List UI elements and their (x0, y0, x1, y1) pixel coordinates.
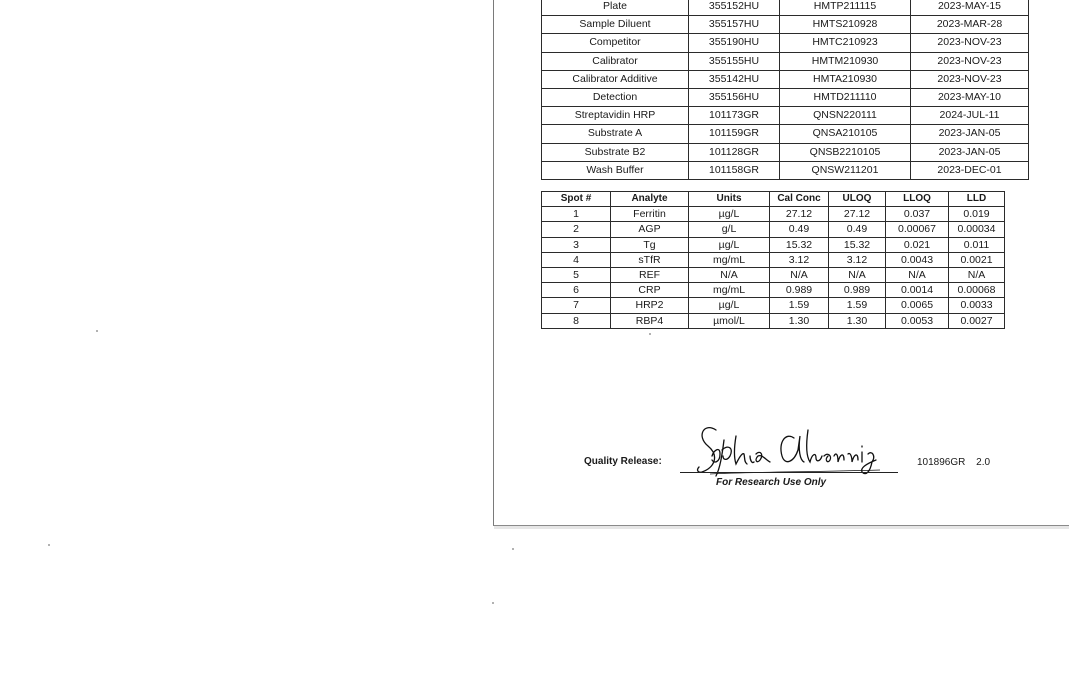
analyte-cell: 0.989 (829, 283, 886, 298)
reagent-name: Streptavidin HRP (542, 107, 689, 125)
signature-line (680, 472, 898, 473)
analyte-cell: 8 (542, 313, 611, 328)
analyte-cell: 1.30 (829, 313, 886, 328)
analyte-row (542, 298, 1005, 313)
analyte-column-header: ULOQ (829, 192, 886, 207)
scan-speck (48, 544, 50, 546)
analyte-cell: N/A (829, 267, 886, 282)
analyte-cell: 1.59 (829, 298, 886, 313)
analyte-cell: 0.037 (886, 207, 949, 222)
analyte-cell: 0.0027 (949, 313, 1005, 328)
analyte-cell: 15.32 (770, 237, 829, 252)
reagent-row (542, 34, 1029, 52)
scanned-document-page (493, 0, 1069, 526)
analyte-cell: mg/mL (689, 252, 770, 267)
analyte-cell: 7 (542, 298, 611, 313)
reagent-row (542, 0, 1029, 16)
reagent-name: Detection (542, 88, 689, 106)
analyte-cell: 0.0043 (886, 252, 949, 267)
analyte-cell: 0.00068 (949, 283, 1005, 298)
analyte-cell: 0.019 (949, 207, 1005, 222)
reagent-row (542, 88, 1029, 106)
reagent-name: Competitor (542, 34, 689, 52)
reagent-lot-number: HMTP211115 (780, 0, 911, 16)
reagent-name: Calibrator (542, 52, 689, 70)
reagent-part-number: 355157HU (689, 16, 780, 34)
analyte-cell: CRP (611, 283, 689, 298)
analyte-cell: Tg (611, 237, 689, 252)
analyte-cell: 0.49 (770, 222, 829, 237)
reagent-expiry: 2023-JAN-05 (911, 125, 1029, 143)
analyte-cell: 15.32 (829, 237, 886, 252)
analyte-cell: 0.00067 (886, 222, 949, 237)
reagent-name: Sample Diluent (542, 16, 689, 34)
analyte-cell: mg/mL (689, 283, 770, 298)
analyte-cell: µg/L (689, 207, 770, 222)
reagent-name: Substrate A (542, 125, 689, 143)
reagent-expiry: 2023-MAR-28 (911, 16, 1029, 34)
analyte-cell: HRP2 (611, 298, 689, 313)
analyte-spot-table (541, 191, 1005, 329)
reagent-part-number: 355156HU (689, 88, 780, 106)
reagent-expiry: 2023-DEC-01 (911, 161, 1029, 179)
analyte-cell: 3.12 (829, 252, 886, 267)
reagent-row (542, 70, 1029, 88)
reagent-part-number: 355152HU (689, 0, 780, 16)
reagent-expiry: 2023-NOV-23 (911, 34, 1029, 52)
reagent-lot-number: HMTM210930 (780, 52, 911, 70)
analyte-cell: 27.12 (770, 207, 829, 222)
reagent-row (542, 52, 1029, 70)
reagent-name: Calibrator Additive (542, 70, 689, 88)
scan-speck (512, 548, 514, 550)
analyte-cell: 0.0021 (949, 252, 1005, 267)
analyte-cell: sTfR (611, 252, 689, 267)
analyte-cell: 4 (542, 252, 611, 267)
quality-release-label: Quality Release: (584, 456, 662, 467)
analyte-row (542, 313, 1005, 328)
analyte-column-header: LLOQ (886, 192, 949, 207)
analyte-cell: N/A (949, 267, 1005, 282)
reagent-part-number: 101158GR (689, 161, 780, 179)
analyte-cell: 0.0033 (949, 298, 1005, 313)
reagent-name: Substrate B2 (542, 143, 689, 161)
analyte-cell: 3.12 (770, 252, 829, 267)
reagent-lot-table (541, 0, 1029, 180)
reagent-part-number: 101159GR (689, 125, 780, 143)
document-number (917, 457, 990, 468)
research-use-only-notice: For Research Use Only (716, 477, 827, 488)
analyte-cell: 0.0065 (886, 298, 949, 313)
analyte-row (542, 283, 1005, 298)
analyte-cell: 1.59 (770, 298, 829, 313)
reagent-lot-number: HMTD211110 (780, 88, 911, 106)
analyte-row (542, 252, 1005, 267)
reagent-lot-number: QNSN220111 (780, 107, 911, 125)
analyte-cell: 27.12 (829, 207, 886, 222)
reagent-expiry: 2023-JAN-05 (911, 143, 1029, 161)
analyte-column-header: Analyte (611, 192, 689, 207)
reagent-lot-number: QNSB2210105 (780, 143, 911, 161)
reagent-expiry: 2023-MAY-15 (911, 0, 1029, 16)
analyte-column-header: LLD (949, 192, 1005, 207)
reagent-lot-number: HMTC210923 (780, 34, 911, 52)
reagent-row (542, 107, 1029, 125)
analyte-cell: N/A (886, 267, 949, 282)
scan-speck (649, 333, 651, 335)
handwritten-signature (690, 416, 900, 478)
doc-number-value: 101896GR (917, 457, 966, 468)
reagent-part-number: 101173GR (689, 107, 780, 125)
analyte-column-header: Cal Conc (770, 192, 829, 207)
doc-revision: 2.0 (976, 457, 991, 468)
analyte-cell: Ferritin (611, 207, 689, 222)
reagent-expiry: 2024-JUL-11 (911, 107, 1029, 125)
reagent-lot-number: QNSA210105 (780, 125, 911, 143)
reagent-part-number: 355142HU (689, 70, 780, 88)
analyte-cell: 0.49 (829, 222, 886, 237)
reagent-lot-number: QNSW211201 (780, 161, 911, 179)
reagent-name: Wash Buffer (542, 161, 689, 179)
analyte-cell: REF (611, 267, 689, 282)
analyte-cell: 6 (542, 283, 611, 298)
analyte-cell: 0.0014 (886, 283, 949, 298)
analyte-cell: 1.30 (770, 313, 829, 328)
reagent-name: Plate (542, 0, 689, 16)
reagent-row (542, 161, 1029, 179)
scan-speck (96, 330, 98, 332)
analyte-cell: 0.021 (886, 237, 949, 252)
reagent-row (542, 16, 1029, 34)
reagent-part-number: 355190HU (689, 34, 780, 52)
analyte-row (542, 222, 1005, 237)
analyte-cell: µmol/L (689, 313, 770, 328)
analyte-cell: 3 (542, 237, 611, 252)
analyte-cell: N/A (770, 267, 829, 282)
reagent-part-number: 355155HU (689, 52, 780, 70)
analyte-cell: 1 (542, 207, 611, 222)
analyte-row (542, 267, 1005, 282)
reagent-expiry: 2023-NOV-23 (911, 52, 1029, 70)
scan-speck (492, 602, 494, 604)
reagent-part-number: 101128GR (689, 143, 780, 161)
analyte-cell: 0.00034 (949, 222, 1005, 237)
reagent-lot-number: HMTS210928 (780, 16, 911, 34)
reagent-lot-number: HMTA210930 (780, 70, 911, 88)
reagent-expiry: 2023-NOV-23 (911, 70, 1029, 88)
analyte-cell: N/A (689, 267, 770, 282)
analyte-cell: RBP4 (611, 313, 689, 328)
analyte-column-header: Spot # (542, 192, 611, 207)
analyte-cell: 0.011 (949, 237, 1005, 252)
analyte-cell: g/L (689, 222, 770, 237)
analyte-row (542, 207, 1005, 222)
analyte-cell: 5 (542, 267, 611, 282)
analyte-row (542, 237, 1005, 252)
analyte-cell: 2 (542, 222, 611, 237)
analyte-column-header: Units (689, 192, 770, 207)
reagent-row (542, 143, 1029, 161)
reagent-row (542, 125, 1029, 143)
analyte-cell: µg/L (689, 237, 770, 252)
analyte-cell: 0.989 (770, 283, 829, 298)
analyte-cell: µg/L (689, 298, 770, 313)
analyte-cell: 0.0053 (886, 313, 949, 328)
analyte-cell: AGP (611, 222, 689, 237)
reagent-expiry: 2023-MAY-10 (911, 88, 1029, 106)
